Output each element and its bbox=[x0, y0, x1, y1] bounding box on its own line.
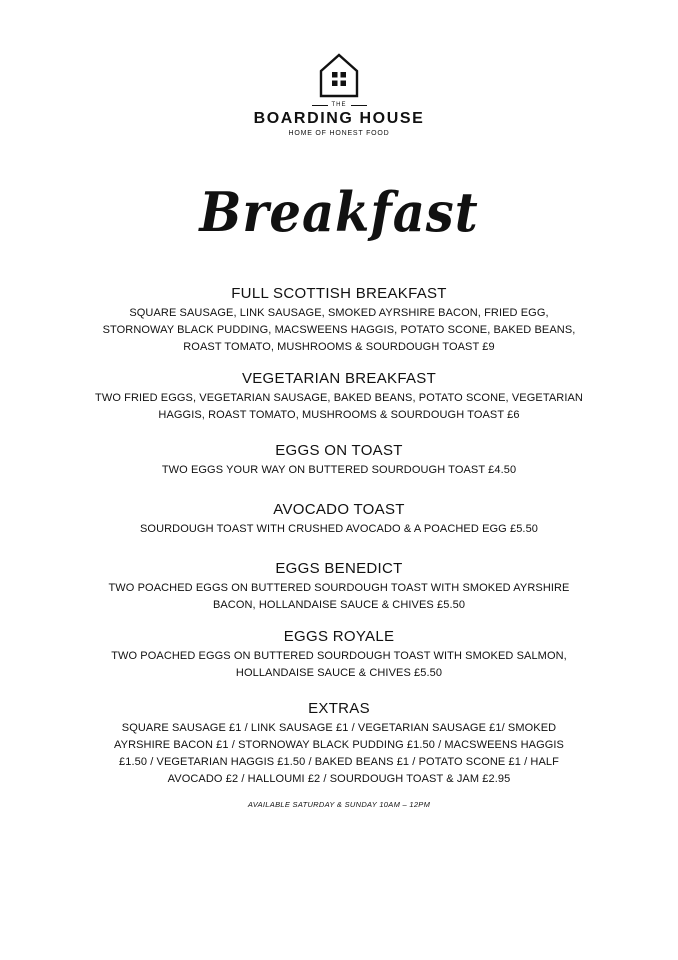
menu-section-eggs-royale bbox=[40, 628, 638, 682]
section-description: TWO POACHED EGGS ON BUTTERED SOURDOUGH TOAST WITH SMOKED AYRSHIRE BACON, HOLLANDAISE SAUCE & CHIVES £5.50 bbox=[108, 582, 570, 611]
section-description: TWO POACHED EGGS ON BUTTERED SOURDOUGH TOAST WITH SMOKED SALMON, HOLLANDAISE SAUCE & CHIVES £5.50 bbox=[111, 650, 567, 679]
menu-section-eggs-on-toast bbox=[40, 442, 638, 479]
menu-list bbox=[40, 285, 638, 809]
section-description: SQUARE SAUSAGE £1 / LINK SAUSAGE £1 / VEGETARIAN SAUSAGE £1/ SMOKED AYRSHIRE BACON £1 / STORNOWAY BLACK PUDDING £1.50 / MACSWEENS HAGGIS £1.50 / VEGETARIAN HAGGIS £1.50 / BAKED BEANS £1 / POTATO SCONE £1 / HALF AVOCADO £2 / HALLOUMI £2 / SOURDOUGH TOAST & JAM £2.95 bbox=[114, 722, 564, 785]
availability-note: AVAILABLE SATURDAY & SUNDAY 10AM – 12PM bbox=[247, 800, 431, 809]
menu-section-vegetarian bbox=[40, 370, 638, 424]
brand-the: THE bbox=[0, 102, 678, 108]
section-description: TWO FRIED EGGS, VEGETARIAN SAUSAGE, BAKED BEANS, POTATO SCONE, VEGETARIAN HAGGIS, ROAST TOMATO, MUSHROOMS & SOURDOUGH TOAST £6 bbox=[95, 392, 583, 421]
menu-section-extras bbox=[40, 700, 638, 788]
section-heading: EGGS ROYALE bbox=[283, 628, 395, 645]
menu-section-eggs-benedict bbox=[40, 560, 638, 614]
section-heading: FULL SCOTTISH BREAKFAST bbox=[231, 285, 447, 302]
section-description: TWO EGGS YOUR WAY ON BUTTERED SOURDOUGH TOAST £4.50 bbox=[161, 464, 517, 476]
section-heading: VEGETARIAN BREAKFAST bbox=[241, 370, 437, 387]
section-description: SOURDOUGH TOAST WITH CRUSHED AVOCADO & A POACHED EGG £5.50 bbox=[139, 523, 539, 535]
brand-logo bbox=[0, 52, 678, 137]
menu-section-avocado-toast bbox=[40, 501, 638, 538]
section-description: SQUARE SAUSAGE, LINK SAUSAGE, SMOKED AYRSHIRE BACON, FRIED EGG, STORNOWAY BLACK PUDDING, MACSWEENS HAGGIS, POTATO SCONE, BAKED BEANS, ROAST TOMATO, MUSHROOMS & SOURDOUGH TOAST £9 bbox=[102, 307, 576, 353]
page-title: Breakfast bbox=[199, 180, 479, 244]
house-icon bbox=[318, 52, 360, 98]
section-heading: AVOCADO TOAST bbox=[273, 501, 405, 518]
brand-tagline: HOME OF HONEST FOOD bbox=[288, 130, 390, 137]
section-heading: EXTRAS bbox=[308, 700, 370, 717]
brand-name: BOARDING HOUSE bbox=[253, 110, 425, 127]
section-heading: EGGS BENEDICT bbox=[275, 560, 403, 577]
section-heading: EGGS ON TOAST bbox=[275, 442, 403, 459]
menu-section-full-scottish bbox=[40, 285, 638, 356]
